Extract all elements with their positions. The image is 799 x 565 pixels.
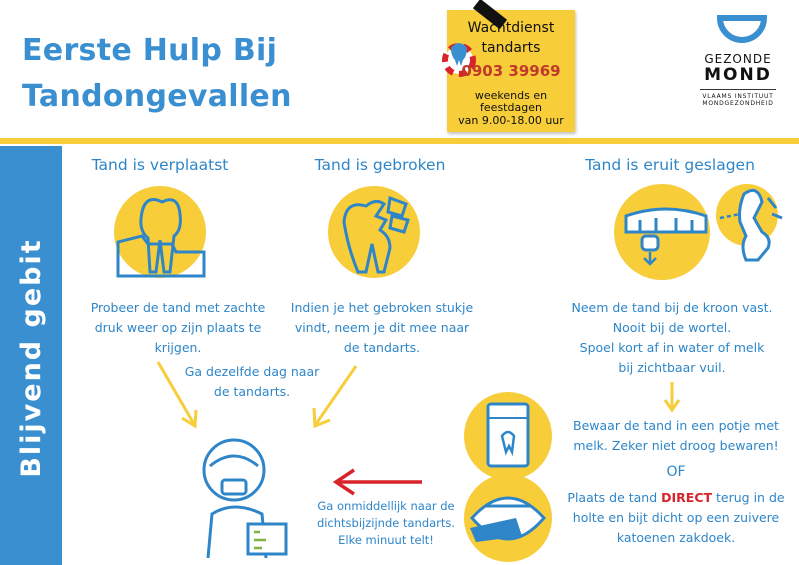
note-line-1: Wachtdienst <box>467 20 555 36</box>
logo-line-1: GEZONDE <box>704 52 772 66</box>
same-day-line-2: de tandarts. <box>213 384 291 399</box>
milk-text <box>566 416 786 456</box>
replace-direct: DIRECT <box>661 490 713 505</box>
replace-pre: Plaats de tand <box>567 490 662 505</box>
urgent-line-3: Elke minuut telt! <box>338 533 434 547</box>
urgent-text <box>294 498 478 549</box>
logo-sub-2: MONDGEZONDHEID <box>702 100 774 107</box>
milk-glass-icon <box>476 396 540 476</box>
logo-line-2: MOND <box>704 65 772 85</box>
yellow-arrow-down-icon <box>665 382 679 410</box>
broken-line-2: vindt, neem je dit mee naar <box>294 320 470 335</box>
replace-post: terug in de <box>712 490 785 505</box>
urgent-line-2: dichtsbijzijnde tandarts. <box>316 516 456 530</box>
replace-line-2: holte en bijt dicht op een zuivere <box>572 510 780 525</box>
yellow-arrow-left-icon <box>158 362 196 426</box>
replace-line-1 <box>556 488 796 508</box>
title-line-1: Eerste Hulp Bij <box>22 33 278 68</box>
note-phone: 0903 39969 <box>461 62 561 80</box>
displaced-line-1: Probeer de tand met zachte <box>90 300 266 315</box>
column-title-displaced: Tand is verplaatst <box>91 156 229 174</box>
same-day-line-1: Ga dezelfde dag naar <box>184 364 320 379</box>
milk-line-1: Bewaar de tand in een potje met <box>573 418 779 433</box>
logo-sub-1: VLAAMS INSTITUUT <box>702 93 774 100</box>
replace-line-3: katoenen zakdoek. <box>616 530 736 545</box>
broken-line-3: de tandarts. <box>343 340 421 355</box>
knocked-out-line-1: Neem de tand bij de kroon vast. <box>571 300 773 315</box>
milk-line-2: melk. Zeker niet droog bewaren! <box>573 438 779 453</box>
note-line-4: weekends en <box>474 89 548 102</box>
note-line-2: tandarts <box>481 40 541 56</box>
urgent-line-1: Ga onmiddellijk naar de <box>317 499 455 513</box>
column-title-broken: Tand is gebroken <box>314 156 446 174</box>
knocked-out-line-4: bij zichtbaar vuil. <box>618 360 726 375</box>
note-line-6: van 9.00-18.00 uur <box>458 114 564 127</box>
note-line-5: feestdagen <box>480 101 542 114</box>
or-text: OF <box>666 464 686 480</box>
column-title-knocked-out: Tand is eruit geslagen <box>585 156 755 174</box>
replace-text <box>556 488 796 548</box>
displaced-line-3: krijgen. <box>154 340 202 355</box>
title-line-2: Tandongevallen <box>22 79 292 114</box>
red-arrow-icon <box>336 470 422 494</box>
sidebar-label: Blijvend gebit <box>16 238 47 478</box>
biting-cloth-icon <box>466 478 550 558</box>
displaced-line-2: druk weer op zijn plaats te <box>94 320 262 335</box>
yellow-arrow-right-icon <box>314 366 356 426</box>
broken-line-1: Indien je het gebroken stukje <box>290 300 474 315</box>
knocked-out-line-3: Spoel kort af in water of melk <box>579 340 765 355</box>
knocked-out-line-2: Nooit bij de wortel. <box>612 320 732 335</box>
